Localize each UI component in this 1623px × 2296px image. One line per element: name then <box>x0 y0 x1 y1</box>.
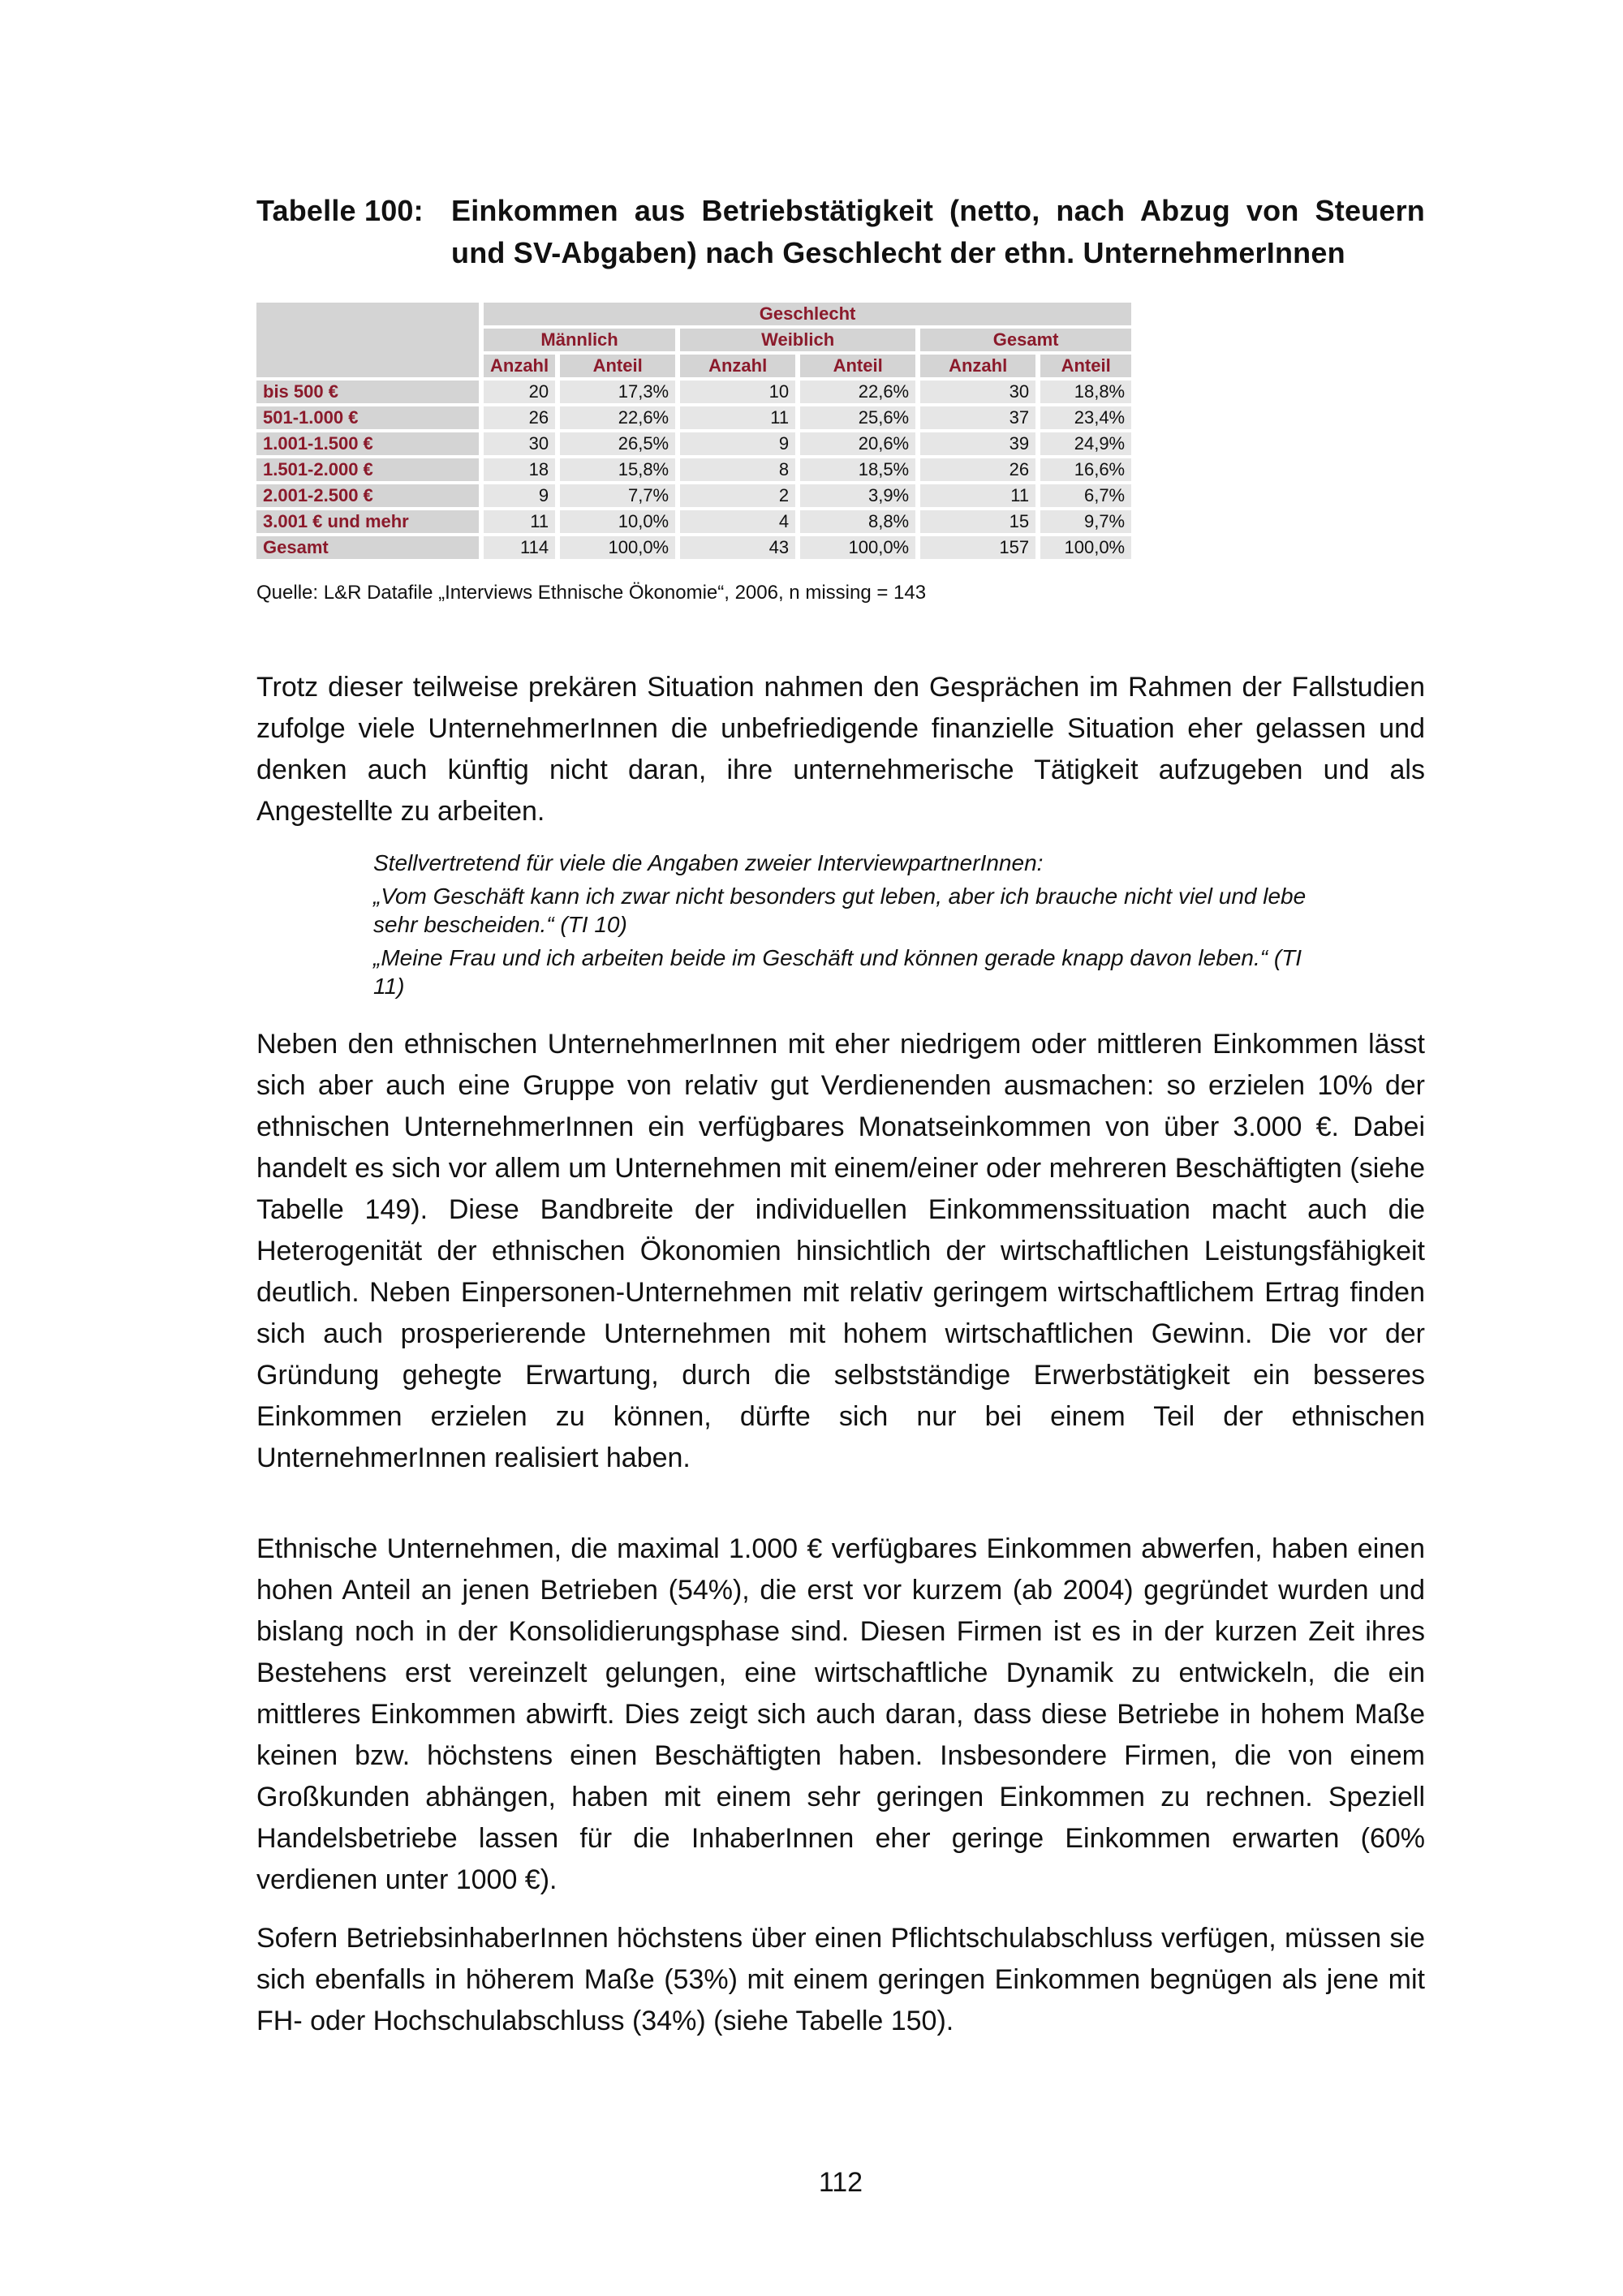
income-by-gender-table <box>252 299 1136 562</box>
header-weiblich: Weiblich <box>680 329 915 351</box>
row-label: bis 500 € <box>256 381 479 403</box>
cell-anzahl-g: 15 <box>920 510 1035 533</box>
row-label: 1.501-2.000 € <box>256 458 479 481</box>
cell-anteil-g: 16,6% <box>1040 458 1131 481</box>
header-maennlich: Männlich <box>484 329 675 351</box>
cell-anteil-g: 23,4% <box>1040 406 1131 429</box>
cell-anteil-w: 18,5% <box>800 458 915 481</box>
cell-anzahl-m: 30 <box>484 432 555 455</box>
cell-anzahl-w: 43 <box>680 536 795 559</box>
cell-anteil-m: 22,6% <box>560 406 675 429</box>
cell-anzahl-m: 114 <box>484 536 555 559</box>
header-anzahl-g: Anzahl <box>920 355 1035 377</box>
cell-anteil-m: 10,0% <box>560 510 675 533</box>
cell-anteil-w: 22,6% <box>800 381 915 403</box>
table-caption-label: Tabelle 100: <box>256 194 424 227</box>
header-anteil-g: Anteil <box>1040 355 1131 377</box>
paragraph-2: Neben den ethnischen UnternehmerInnen mit eher niedrigem oder mittleren Einkommen lässt sich aber auch eine Gruppe von relativ gut Verdienenden ausmachen: so erzielen 10% der ethnischen UnternehmerInnen ein verfügbares Monatseinkommen von über 3.000 €. Dabei handelt es sich vor allem um Unternehmen mit einem/einer oder mehreren Beschäftigten (siehe Tabelle 149). Diese Bandbreite der individuellen Einkommenssituation macht auch die Heterogenität der ethnischen Ökonomien hinsichtlich der wirtschaftlichen Leistungsfähigkeit deutlich. Neben Einpersonen-Unternehmen mit relativ geringem wirtschaftlichem Ertrag finden sich auch prosperierende Unternehmen mit hohem wirtschaftlichen Gewinn. Die vor der Gründung gehegte Erwartung, durch die selbstständige Erwerbstätigkeit ein besseres Einkommen erzielen zu können, dürfte sich nur bei einem Teil der ethnischen UnternehmerInnen realisiert haben. <box>256 1029 1425 1473</box>
table-row <box>256 406 1131 429</box>
row-label: 1.001-1.500 € <box>256 432 479 455</box>
cell-anteil-g: 9,7% <box>1040 510 1131 533</box>
cell-anzahl-g: 37 <box>920 406 1035 429</box>
paragraph-4: Sofern BetriebsinhaberInnen höchstens über einen Pflichtschulabschluss verfügen, müssen sie sich ebenfalls in höherem Maße (53%) mit einem geringen Einkommen begnügen als jene mit FH- oder Hochschulabschluss (34%) (siehe Tabelle 150). <box>256 1923 1425 2036</box>
cell-anzahl-m: 20 <box>484 381 555 403</box>
cell-anteil-m: 100,0% <box>560 536 675 559</box>
cell-anteil-w: 20,6% <box>800 432 915 455</box>
table-header-row-group <box>256 303 1131 325</box>
table-row <box>256 458 1131 481</box>
cell-anteil-m: 15,8% <box>560 458 675 481</box>
table-row <box>256 381 1131 403</box>
cell-anzahl-g: 30 <box>920 381 1035 403</box>
cell-anteil-m: 17,3% <box>560 381 675 403</box>
cell-anteil-g: 24,9% <box>1040 432 1131 455</box>
table-row-total <box>256 536 1131 559</box>
quote-item: „Vom Geschäft kann ich zwar nicht besonders gut leben, aber ich brauche nicht viel und lebe sehr bescheiden.“ (TI 10) <box>373 884 1307 937</box>
quote-intro: Stellvertretend für viele die Angaben zweier InterviewpartnerInnen: <box>373 850 1044 875</box>
row-label: 2.001-2.500 € <box>256 484 479 507</box>
quote-block <box>373 849 1331 1005</box>
cell-anzahl-m: 9 <box>484 484 555 507</box>
table-row <box>256 510 1131 533</box>
cell-anteil-g: 100,0% <box>1040 536 1131 559</box>
cell-anteil-w: 25,6% <box>800 406 915 429</box>
page-number: 112 <box>818 2167 863 2198</box>
cell-anzahl-g: 11 <box>920 484 1035 507</box>
table-source-note: Quelle: L&R Datafile „Interviews Ethnische Ökonomie“, 2006, n missing = 143 <box>256 582 927 604</box>
header-gesamt: Gesamt <box>920 329 1131 351</box>
cell-anteil-m: 7,7% <box>560 484 675 507</box>
cell-anteil-m: 26,5% <box>560 432 675 455</box>
table-row <box>256 484 1131 507</box>
cell-anzahl-m: 18 <box>484 458 555 481</box>
header-geschlecht: Geschlecht <box>484 303 1131 325</box>
cell-anzahl-g: 157 <box>920 536 1035 559</box>
table-row <box>256 432 1131 455</box>
cell-anzahl-m: 11 <box>484 510 555 533</box>
row-label: Gesamt <box>256 536 479 559</box>
cell-anteil-w: 8,8% <box>800 510 915 533</box>
header-anzahl-m: Anzahl <box>484 355 555 377</box>
header-anteil-w: Anteil <box>800 355 915 377</box>
paragraph-3: Ethnische Unternehmen, die maximal 1.000 € verfügbares Einkommen abwerfen, haben einen hohen Anteil an jenen Betrieben (54%), die erst vor kurzem (ab 2004) gegründet wurden und bislang noch in der Konsolidierungsphase sind. Diesen Firmen ist es in der kurzen Zeit ihres Bestehens erst vereinzelt gelungen, eine wirtschaftliche Dynamik zu entwickeln, die ein mittleres Einkommen abwirft. Dies zeigt sich auch daran, dass diese Betriebe in hohem Maße keinen bzw. höchstens einen Beschäftigten haben. Insbesondere Firmen, die von einem Großkunden abhängen, haben mit einem sehr geringen Einkommen zu rechnen. Speziell Handelsbetriebe lassen für die InhaberInnen eher geringe Einkommen erwarten (60% verdienen unter 1000 €). <box>256 1533 1425 1895</box>
cell-anzahl-m: 26 <box>484 406 555 429</box>
cell-anteil-g: 6,7% <box>1040 484 1131 507</box>
header-anteil-m: Anteil <box>560 355 675 377</box>
cell-anzahl-g: 26 <box>920 458 1035 481</box>
cell-anteil-g: 18,8% <box>1040 381 1131 403</box>
paragraph-1: Trotz dieser teilweise prekären Situation nahmen den Gesprächen im Rahmen der Fallstudien zufolge viele UnternehmerInnen die unbefriedigende finanzielle Situation eher gelassen und denken auch künftig nicht daran, ihre unternehmerische Tätigkeit aufzugeben und als Angestellte zu arbeiten. <box>256 672 1425 827</box>
cell-anteil-w: 3,9% <box>800 484 915 507</box>
header-anzahl-w: Anzahl <box>680 355 795 377</box>
cell-anteil-w: 100,0% <box>800 536 915 559</box>
table-corner-cell <box>256 303 479 377</box>
table-caption <box>256 190 1425 274</box>
table-caption-text: Einkommen aus Betriebstätigkeit (netto, nach Abzug von Steuern und SV-Abgaben) nach Geschlecht der ethn. UnternehmerInnen <box>451 194 1425 269</box>
cell-anzahl-w: 8 <box>680 458 795 481</box>
cell-anzahl-g: 39 <box>920 432 1035 455</box>
cell-anzahl-w: 11 <box>680 406 795 429</box>
cell-anzahl-w: 4 <box>680 510 795 533</box>
row-label: 501-1.000 € <box>256 406 479 429</box>
row-label: 3.001 € und mehr <box>256 510 479 533</box>
quote-item: „Meine Frau und ich arbeiten beide im Geschäft und können gerade knapp davon leben.“ (TI 11) <box>373 945 1302 999</box>
cell-anzahl-w: 10 <box>680 381 795 403</box>
cell-anzahl-w: 9 <box>680 432 795 455</box>
cell-anzahl-w: 2 <box>680 484 795 507</box>
